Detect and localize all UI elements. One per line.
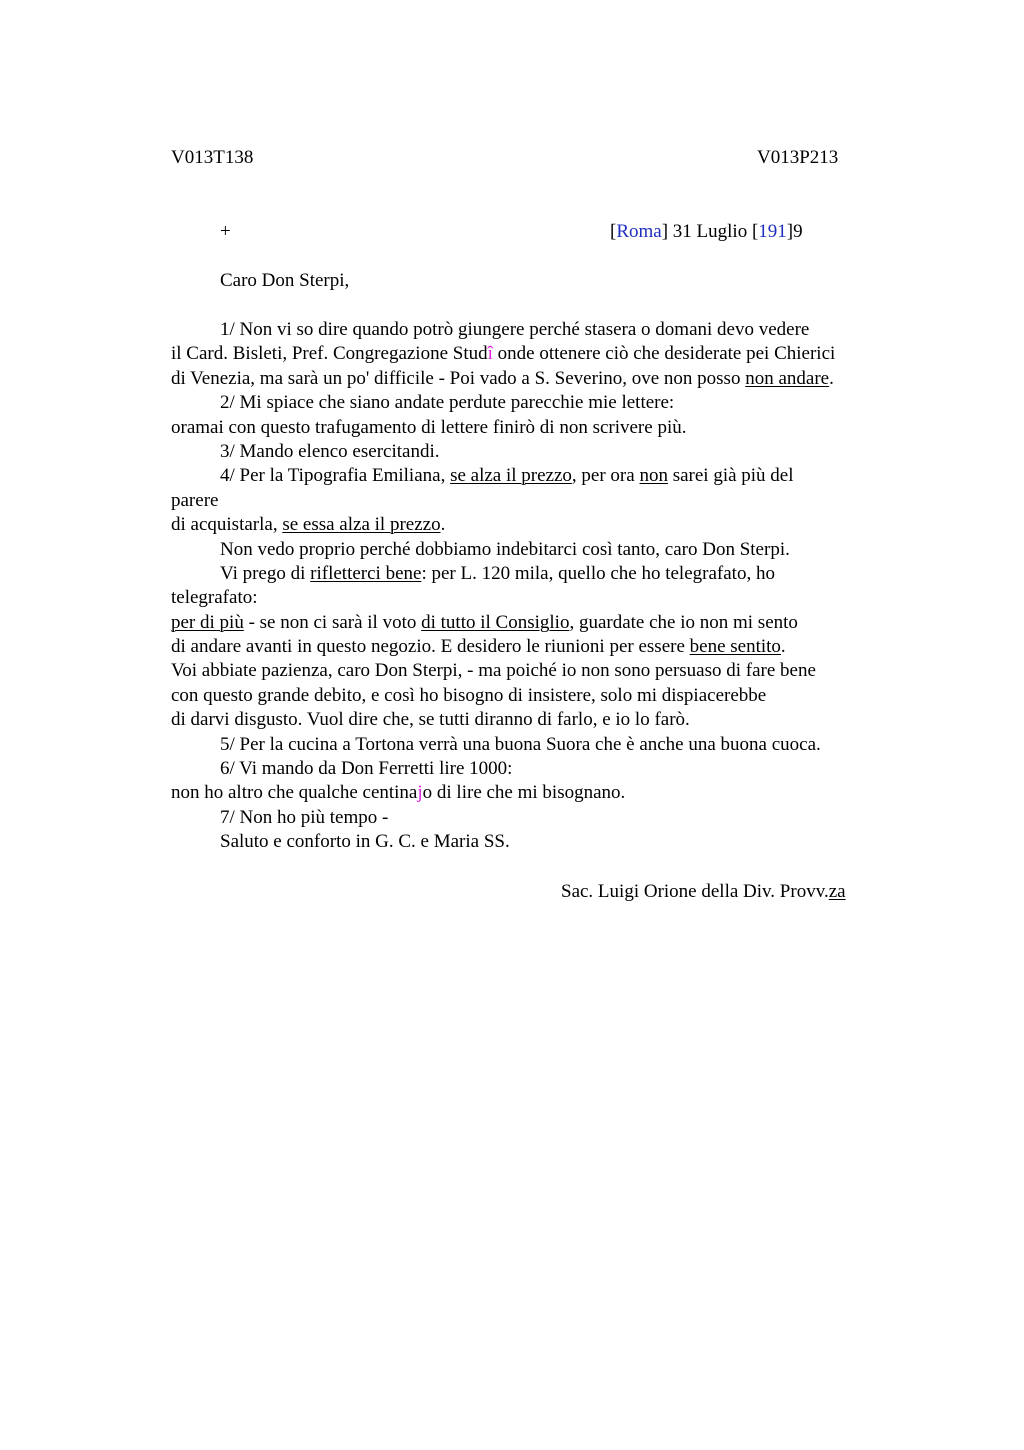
body-line: 2/ Mi spiace che siano andate perdute parecchie mie lettere: <box>220 392 675 414</box>
date-bracket: [ <box>610 221 617 242</box>
date-bracket: ] <box>661 221 669 242</box>
text-run: , guardate che io non mi sento <box>569 611 798 633</box>
text-run: . <box>829 367 834 389</box>
text-run: o di lire che mi bisognano. <box>422 782 626 804</box>
date-day-month: 31 Luglio <box>668 221 752 242</box>
text-run: Vi prego di <box>220 562 311 584</box>
text-run: il Card. Bisleti, Pref. Congregazione Stud <box>171 343 488 365</box>
text-run: 4/ Per la Tipografia Emiliana, <box>220 465 451 487</box>
body-line <box>171 464 911 488</box>
underlined-text: se essa alza il prezzo <box>282 514 441 536</box>
underlined-text: di tutto il Consiglio <box>421 611 570 633</box>
editorial-mark: j <box>417 782 423 804</box>
header-right-code: V013P213 <box>757 147 839 168</box>
date-year-part: 191 <box>758 221 787 242</box>
body-line: 1/ Non vi so dire quando potrò giungere perché stasera o domani devo vedere <box>220 319 810 340</box>
editorial-mark: î <box>487 343 493 365</box>
text-run: di Venezia, ma sarà un po' difficile - Poi vado a S. Severino, ove non posso <box>171 367 746 389</box>
text-run: non ho altro che qualche centina <box>171 782 418 804</box>
cross-mark: + <box>220 221 231 242</box>
body-line <box>171 513 911 537</box>
signature <box>561 880 846 904</box>
body-line: 7/ Non ho più tempo - <box>220 806 389 828</box>
salutation: Caro Don Sterpi, <box>220 270 350 291</box>
header-left-code: V013T138 <box>171 147 254 168</box>
body-line: parere <box>171 489 219 511</box>
body-line: 5/ Per la cucina a Tortona verrà una buona Suora che è anche una buona cuoca. <box>220 733 821 755</box>
signature-text: Sac. Luigi Orione della Div. Provv. <box>561 881 829 902</box>
text-run: onde ottenere ciò che desiderate pei Chierici <box>492 343 836 365</box>
text-run: sarei già più del <box>667 465 794 487</box>
body-line <box>171 342 911 366</box>
text-run: di andare avanti in questo negozio. E desidero le riunioni per essere <box>171 636 690 658</box>
body-line: Saluto e conforto in G. C. e Maria SS. <box>220 831 510 853</box>
text-run: - se non ci sarà il voto <box>243 611 422 633</box>
signature-suffix: za <box>828 881 846 902</box>
letter-body <box>171 318 911 855</box>
underlined-text: per di più <box>171 611 244 633</box>
date-bracket: ] <box>786 221 794 242</box>
body-line <box>171 635 911 659</box>
body-line: Non vedo proprio perché dobbiamo indebitarci così tanto, caro Don Sterpi. <box>220 538 790 560</box>
body-line <box>171 611 911 635</box>
underlined-text: non andare <box>745 367 830 389</box>
underlined-text: bene sentito <box>689 636 781 658</box>
text-run: : per L. 120 mila, quello che ho telegrafato, ho <box>421 562 775 584</box>
text-run: , per ora <box>571 465 640 487</box>
body-line: con questo grande debito, e così ho bisogno di insistere, solo mi dispiacerebbe <box>171 684 767 706</box>
date-year-tail: 9 <box>793 221 803 242</box>
body-line: Voi abbiate pazienza, caro Don Sterpi, - ma poiché io non sono persuaso di fare bene <box>171 660 816 682</box>
text-run: di acquistarla, <box>171 514 283 536</box>
text-run: . <box>780 636 786 658</box>
date-bracket: [ <box>751 221 759 242</box>
letter-date <box>610 220 803 244</box>
text-run: . <box>440 514 446 536</box>
body-line: di darvi disgusto. Vuol dire che, se tutti diranno di farlo, e io lo farò. <box>171 709 690 731</box>
underlined-text: se alza il prezzo <box>450 465 572 487</box>
date-place: Roma <box>616 221 662 242</box>
underlined-text: non <box>639 465 668 487</box>
body-line: telegrafato: <box>171 587 258 609</box>
body-line: 3/ Mando elenco esercitandi. <box>220 440 440 462</box>
body-line: 6/ Vi mando da Don Ferretti lire 1000: <box>220 758 513 780</box>
body-line <box>171 562 911 586</box>
underlined-text: rifletterci bene <box>310 562 422 584</box>
body-line <box>171 367 911 391</box>
body-line: oramai con questo trafugamento di lettere finirò di non scrivere più. <box>171 416 687 438</box>
body-line <box>171 781 911 805</box>
